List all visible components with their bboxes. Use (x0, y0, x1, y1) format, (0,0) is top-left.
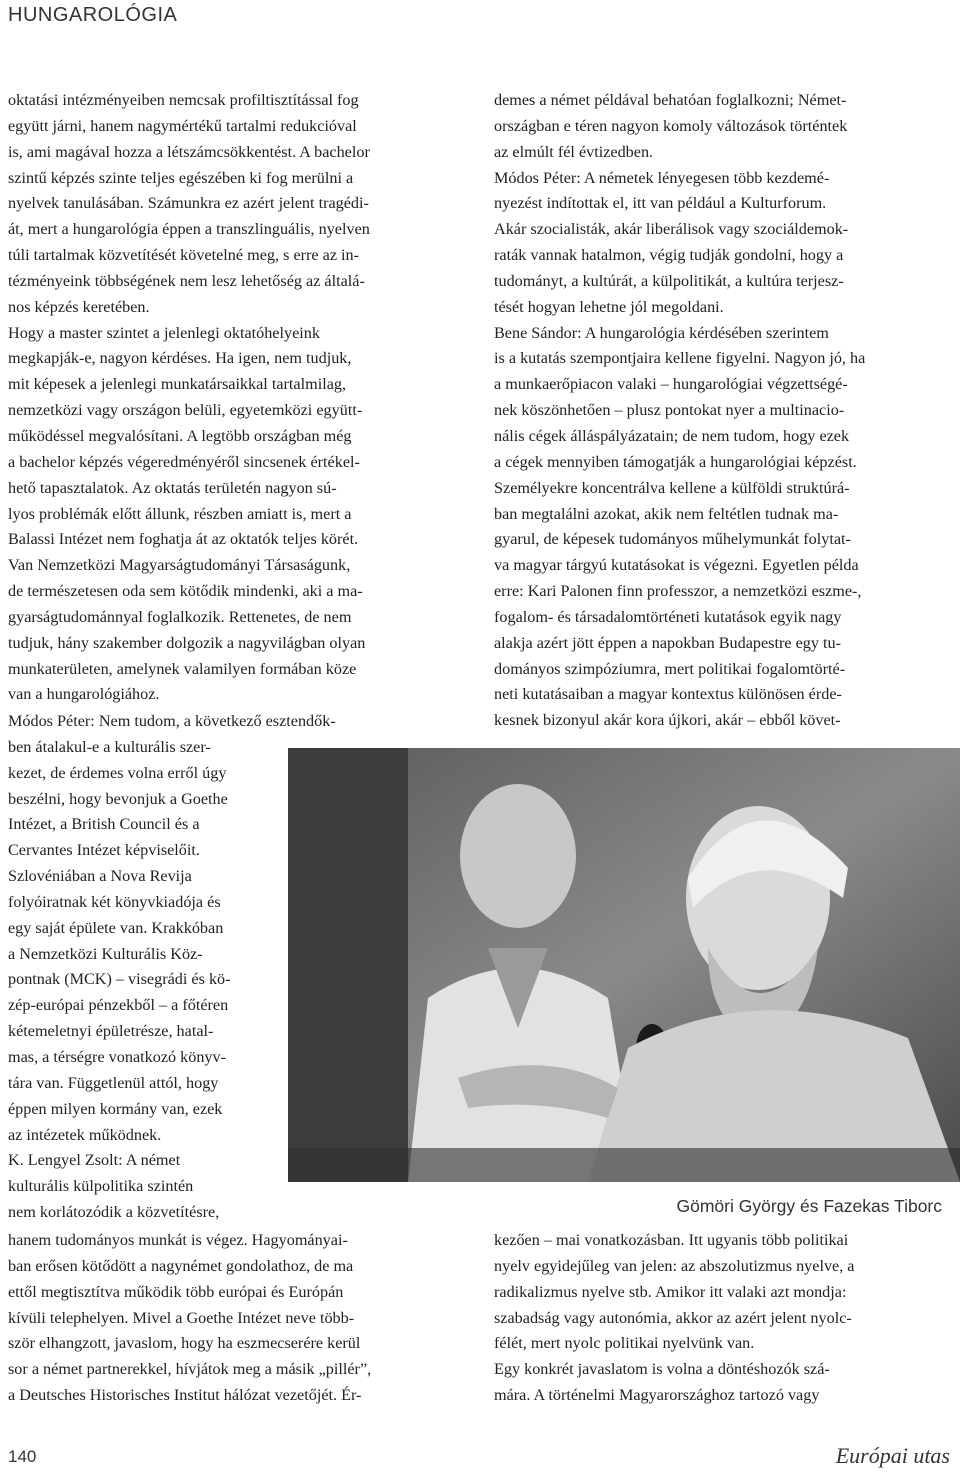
text-line: Cervantes Intézet képviselőit. (8, 841, 200, 860)
text-line: munkaterületen, amelynek valamilyen formában köze (8, 659, 357, 678)
text-line: van a hungarológiához. (8, 685, 160, 704)
text-line: hanem tudományos munkát is végez. Hagyományai- (8, 1231, 348, 1249)
photo-illustration (288, 748, 960, 1182)
text-line: neti kutatásaiban a magyar kontextus különösen érde- (494, 685, 842, 704)
text-line: ben átalakul-e a kulturális szer- (8, 737, 211, 756)
text-line: mára. A történelmi Magyarországhoz tartozó vagy (494, 1386, 820, 1405)
text-line: át, mert a hungarológia éppen a transzlinguális, nyelven (8, 220, 370, 239)
text-line: is, ami magával hozza a létszámcsökkentést. A bachelor (8, 142, 370, 161)
text-line: erre: Kari Palonen finn professzor, a nemzetközi eszme-, (494, 582, 862, 601)
text-line: Bene Sándor: A hungarológia kérdésében szerintem (494, 323, 829, 342)
text-line: gyarul, de képesek tudományos műhelymunkát folytat- (494, 530, 851, 549)
text-line: ettől megtisztítva működik több európai és Európán (8, 1282, 344, 1301)
photo-caption: Gömöri György és Fazekas Tiborc (676, 1196, 942, 1216)
text-line: oktatási intézményeiben nemcsak profiltisztítással fog (8, 91, 359, 109)
bottom-left-column (8, 1228, 472, 1409)
text-line: Szlovéniában a Nova Revija (8, 867, 192, 886)
text-line: félét, mert nyolc politikai nyelvünk van. (494, 1334, 755, 1353)
text-line: raták vannak hatalmon, végig tudják gondolni, hogy a (494, 246, 844, 265)
text-line: gyarságtudománnyal foglalkozik. Rettenetes, de nem (8, 607, 352, 626)
text-line: a bachelor képzés végeredményéről sincsenek értékel- (8, 452, 360, 471)
text-line: a cégek mennyiben támogatják a hungarológiai képzést. (494, 452, 857, 471)
text-line: hető tapasztalatok. Az oktatás területén nagyon sú- (8, 478, 337, 497)
text-line: Van Nemzetközi Magyarságtudományi Társaságunk, (8, 556, 351, 575)
text-line: éppen milyen kormány van, ezek (8, 1099, 223, 1118)
page-number: 140 (8, 1447, 37, 1466)
text-line: országban e téren nagyon komoly változások történtek (494, 116, 848, 135)
text-line: tudományt, a kultúrát, a külpolitikát, a kultúra terjesz- (494, 271, 844, 290)
text-line: ban megtalálni azokat, akik nem feltétlen tudnak ma- (494, 504, 839, 523)
text-line: a munkaerőpiacon valaki – hungarológiai végzettségé- (494, 375, 848, 394)
text-line: Módos Péter: A németek lényegesen több kezdemé- (494, 168, 830, 187)
text-line: fogalom- és társadalomtörténeti kutatások egyik nagy (494, 607, 842, 626)
text-line: egy saját épülete van. Krakkóban (8, 918, 224, 937)
text-line: nyelvek tanulásában. Számunkra ez azért jelent tragédi- (8, 194, 369, 213)
text-line: zép-európai pénzekből – a főtéren (8, 996, 229, 1015)
text-line: ban erősen kötődött a nagynémet gondolathoz, de ma (8, 1256, 354, 1275)
text-line: nális cégek álláspályázatain; de nem tudom, hogy ezek (494, 426, 850, 445)
text-line: sor a német partnerekkel, hívjátok meg a másik „pillér”, (8, 1360, 372, 1379)
text-line: kulturális külpolitika szintén (8, 1177, 194, 1196)
text-line: az intézetek működnek. (8, 1125, 162, 1144)
text-line: lyos problémák előtt állunk, részben amiatt is, mert a (8, 504, 352, 523)
text-line: Balassi Intézet nem foghatja át az oktatók teljes körét. (8, 530, 359, 549)
text-line: K. Lengyel Zsolt: A német (8, 1151, 181, 1170)
text-line: Akár szocialisták, akár liberálisok vagy szociáldemok- (494, 220, 849, 239)
text-line: nyelv egyidejűleg van jelen: az abszolutizmus nyelve, a (494, 1256, 855, 1275)
text-line: de természetesen oda sem kötődik mindenki, aki a ma- (8, 582, 363, 601)
text-line: demes a német példával behatóan foglalkozni; Német- (494, 91, 847, 109)
text-line: kezet, de érdemes volna erről úgy (8, 763, 227, 782)
bottom-right-column (494, 1228, 956, 1409)
text-line: beszélni, hogy bevonjuk a Goethe (8, 789, 228, 808)
text-line: kétemeletnyi épületrésze, hatal- (8, 1022, 214, 1041)
text-line: tézményeink többségének nem lesz lehetőség az általá- (8, 271, 365, 290)
text-line: nos képzés keretében. (8, 297, 150, 316)
text-line: Intézet, a British Council és a (8, 815, 200, 834)
text-line: szintű képzés szinte teljes egészében ki fog merülni a (8, 168, 354, 187)
text-line: Személyekre koncentrálva kellene a külföldi struktúrá- (494, 478, 850, 497)
photo (288, 748, 960, 1182)
text-line: nek köszönhetően – plusz pontokat nyer a multinacio- (494, 401, 845, 420)
text-line: tését hogyan lehetne jól megoldani. (494, 297, 724, 316)
running-head: HUNGAROLÓGIA (8, 4, 178, 26)
text-line: szabadság vagy autonómia, akkor az azért jelent nyolc- (494, 1308, 852, 1327)
text-line: mit képesek a jelenlegi munkatársaikkal tartalmilag, (8, 375, 347, 394)
text-line: nemzetközi vagy országon belüli, egyetemközi együtt- (8, 401, 363, 420)
text-line: kívüli telephelyen. Mivel a Goethe Intézet neve több- (8, 1308, 355, 1327)
text-line: tudjuk, hány szakember dolgozik a nagyvilágban olyan (8, 633, 366, 652)
text-line: pontnak (MCK) – visegrádi és kö- (8, 970, 231, 989)
text-line: megkapják-e, nagyon kérdéses. Ha igen, nem tudjuk, (8, 349, 352, 368)
text-line: az elmúlt fél évtizedben. (494, 142, 654, 161)
right-column (494, 88, 956, 734)
text-line: kezően – mai vonatkozásban. Itt ugyanis több politikai (494, 1231, 849, 1249)
text-line: együtt járni, hanem nagymértékű tartalmi redukcióval (8, 116, 357, 135)
text-line: kesnek bizonyul akár kora újkori, akár – ebből követ- (494, 711, 841, 730)
text-line: Módos Péter: Nem tudom, a következő esztendők- (8, 712, 336, 730)
text-line: a Nemzetközi Kulturális Köz- (8, 944, 203, 963)
left-column (8, 88, 472, 708)
text-line: a Deutsches Historisches Institut hálózat vezetőjét. Ér- (8, 1386, 362, 1405)
text-line: mas, a térségre vonatkozó könyv- (8, 1047, 227, 1066)
left-narrow-column (8, 709, 336, 1226)
text-line: alakja azért jött éppen a napokban Budapestre egy tu- (494, 633, 841, 652)
text-line: túli tartalmak közvetítését követelné meg, s erre az in- (8, 246, 360, 265)
text-line: Egy konkrét javaslatom is volna a döntéshozók szá- (494, 1360, 830, 1379)
text-line: nyezést indítottak el, itt van például a Kulturforum. (494, 194, 827, 213)
text-line: va magyar tárgyú kutatásokat is végezni. Egyetlen példa (494, 556, 859, 575)
text-line: tára van. Függetlenül attól, hogy (8, 1073, 219, 1092)
text-line: folyóiratnak két könyvkiadója és (8, 892, 221, 911)
text-line: működéssel megvalósítani. A legtöbb országban még (8, 426, 352, 445)
text-line: dományos szimpóziumra, mert politikai fogalomtörté- (494, 659, 846, 678)
text-line: is a kutatás szempontjaira kellene figyelni. Nagyon jó, ha (494, 349, 866, 368)
text-line: nem korlátozódik a közvetítésre, (8, 1203, 220, 1222)
text-line: radikalizmus nyelve stb. Amikor itt valaki azt mondja: (494, 1282, 847, 1301)
text-line: ször elhangzott, javaslom, hogy ha eszmecserére kerül (8, 1334, 361, 1353)
text-line: Hogy a master szintet a jelenlegi oktatóhelyeink (8, 323, 320, 342)
magazine-title: Európai utas (835, 1443, 950, 1468)
